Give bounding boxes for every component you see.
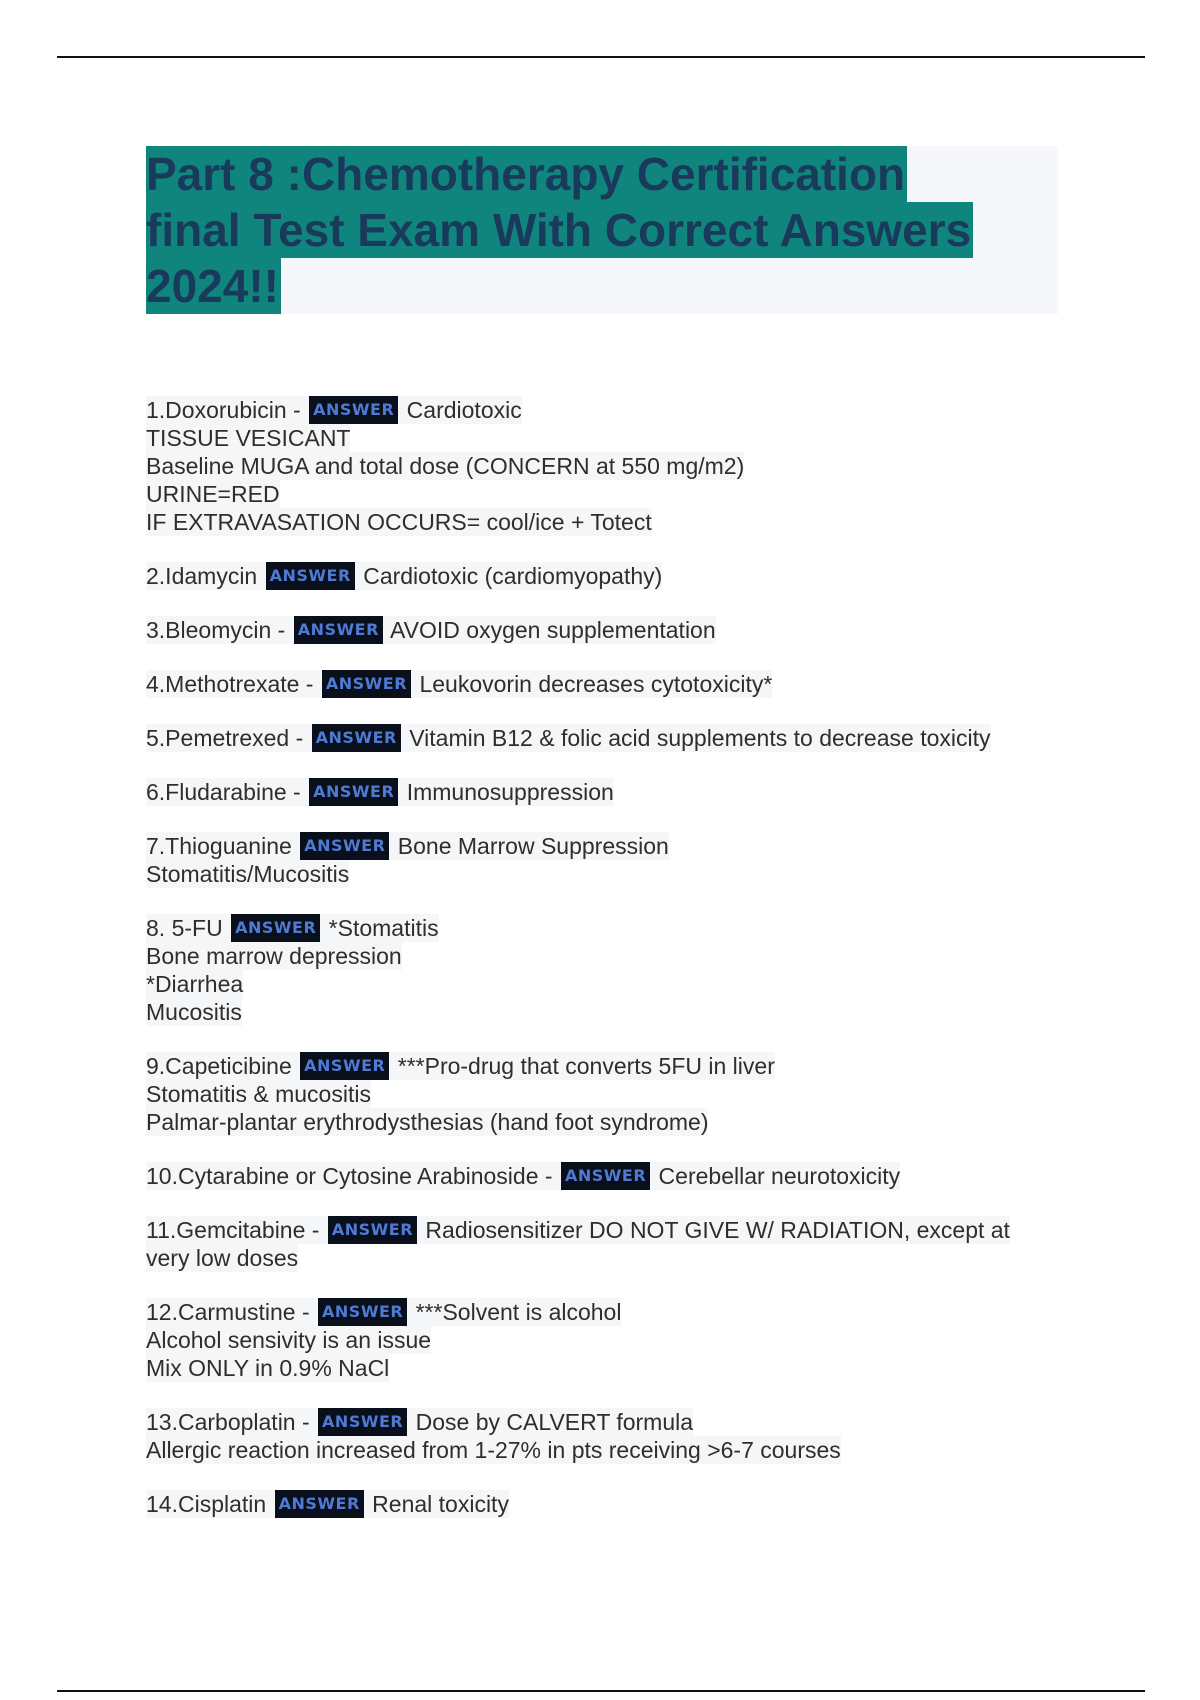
answer-detail-line: very low doses — [146, 1245, 299, 1271]
answer-text: Cerebellar neurotoxicity — [658, 1163, 901, 1189]
answer-text: Vitamin B12 & folic acid supplements to decrease toxicity — [409, 725, 991, 751]
qa-question-line — [146, 616, 716, 644]
question-text: 6.Fludarabine - — [146, 779, 301, 805]
answer-detail-line: Alcohol sensivity is an issue — [146, 1327, 432, 1353]
header-rule — [57, 56, 1145, 58]
answer-detail-line: Stomatitis & mucositis — [146, 1081, 371, 1107]
answer-text: *Stomatitis — [328, 915, 439, 941]
qa-item — [146, 1162, 1076, 1190]
title-line-1: Part 8 :Chemotherapy Certification — [146, 148, 906, 200]
answer-text: ***Pro-drug that converts 5FU in liver — [397, 1053, 775, 1079]
question-text: 9.Capeticibine — [146, 1053, 292, 1079]
question-text: 12.Carmustine - — [146, 1299, 310, 1325]
qa-question-line — [146, 914, 439, 942]
question-text: 7.Thioguanine — [146, 833, 292, 859]
qa-question-line — [146, 1408, 693, 1436]
qa-question-line — [146, 670, 772, 698]
answer-detail-line: Allergic reaction increased from 1-27% in pts receiving >6-7 courses — [146, 1437, 841, 1463]
answer-detail-line: Stomatitis/Mucositis — [146, 861, 350, 887]
qa-item — [146, 562, 1076, 590]
answer-tag: ANSWER — [322, 670, 411, 698]
qa-question-line — [146, 1052, 775, 1080]
answer-text: Cardiotoxic — [406, 397, 522, 423]
qa-item — [146, 724, 1076, 752]
question-text: 10.Cytarabine or Cytosine Arabinoside - — [146, 1163, 553, 1189]
question-text: 4.Methotrexate - — [146, 671, 314, 697]
qa-item — [146, 832, 1076, 888]
answer-tag: ANSWER — [266, 562, 355, 590]
answer-text: AVOID oxygen supplementation — [390, 617, 716, 643]
answer-tag: ANSWER — [312, 724, 401, 752]
answer-detail-line: TISSUE VESICANT — [146, 425, 351, 451]
answer-tag: ANSWER — [231, 914, 320, 942]
qa-item — [146, 396, 1076, 536]
question-text: 13.Carboplatin - — [146, 1409, 310, 1435]
qa-question-line — [146, 1162, 900, 1190]
answer-text: Dose by CALVERT formula — [415, 1409, 694, 1435]
qa-item — [146, 914, 1076, 1026]
qa-item — [146, 616, 1076, 644]
answer-tag: ANSWER — [328, 1216, 417, 1244]
footer-rule — [57, 1690, 1145, 1692]
answer-tag: ANSWER — [300, 832, 389, 860]
answer-detail-line: IF EXTRAVASATION OCCURS= cool/ice + Totect — [146, 509, 652, 535]
answer-text: ***Solvent is alcohol — [415, 1299, 622, 1325]
answer-detail-line: Mucositis — [146, 999, 242, 1025]
question-text: 3.Bleomycin - — [146, 617, 286, 643]
answer-text: Immunosuppression — [406, 779, 614, 805]
qa-question-line — [146, 1216, 1010, 1244]
question-answer-list — [146, 396, 1076, 1544]
answer-text: Bone Marrow Suppression — [397, 833, 669, 859]
question-text: 5.Pemetrexed - — [146, 725, 304, 751]
answer-text: Radiosensitizer DO NOT GIVE W/ RADIATION, except at — [425, 1217, 1010, 1243]
qa-item — [146, 1216, 1076, 1272]
answer-detail-line: Palmar-plantar erythrodysthesias (hand foot syndrome) — [146, 1109, 709, 1135]
answer-tag: ANSWER — [300, 1052, 389, 1080]
question-text: 1.Doxorubicin - — [146, 397, 301, 423]
answer-detail-line: URINE=RED — [146, 481, 280, 507]
answer-tag: ANSWER — [309, 396, 398, 424]
answer-detail-line: Bone marrow depression — [146, 943, 402, 969]
answer-tag: ANSWER — [309, 778, 398, 806]
answer-text: Renal toxicity — [372, 1491, 509, 1517]
answer-tag: ANSWER — [318, 1298, 407, 1326]
qa-item — [146, 1298, 1076, 1382]
answer-detail-line: *Diarrhea — [146, 971, 244, 997]
qa-question-line — [146, 562, 662, 590]
qa-item — [146, 778, 1076, 806]
qa-item — [146, 1408, 1076, 1464]
answer-tag: ANSWER — [561, 1162, 650, 1190]
answer-tag: ANSWER — [294, 616, 383, 644]
qa-question-line — [146, 396, 522, 424]
qa-item — [146, 670, 1076, 698]
answer-detail-line: Mix ONLY in 0.9% NaCl — [146, 1355, 390, 1381]
title-line-2: final Test Exam With Correct Answers — [146, 204, 972, 256]
answer-tag: ANSWER — [318, 1408, 407, 1436]
qa-question-line — [146, 832, 669, 860]
qa-item — [146, 1490, 1076, 1518]
document-title — [146, 146, 1058, 314]
answer-detail-line: Baseline MUGA and total dose (CONCERN at 550 mg/m2) — [146, 453, 745, 479]
answer-tag: ANSWER — [275, 1490, 364, 1518]
qa-item — [146, 1052, 1076, 1136]
qa-question-line — [146, 778, 614, 806]
qa-question-line — [146, 724, 991, 752]
answer-text: Leukovorin decreases cytotoxicity* — [419, 671, 773, 697]
question-text: 14.Cisplatin — [146, 1491, 267, 1517]
question-text: 11.Gemcitabine - — [146, 1217, 320, 1243]
answer-text: Cardiotoxic (cardiomyopathy) — [363, 563, 663, 589]
question-text: 2.Idamycin — [146, 563, 258, 589]
title-line-3: 2024!! — [146, 260, 279, 312]
question-text: 8. 5-FU — [146, 915, 223, 941]
qa-question-line — [146, 1298, 621, 1326]
qa-question-line — [146, 1490, 509, 1518]
